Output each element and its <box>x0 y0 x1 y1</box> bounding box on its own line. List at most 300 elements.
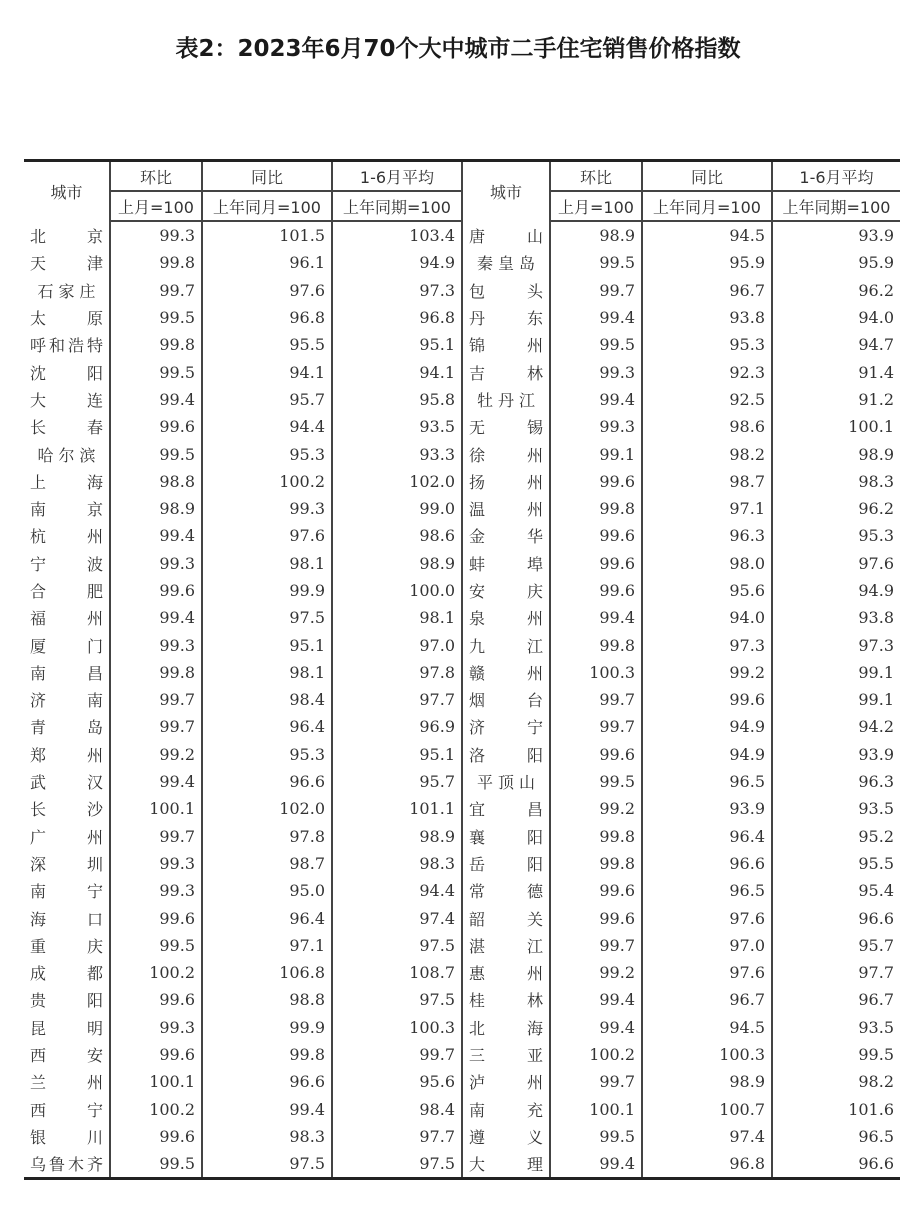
mom-value: 99.4 <box>550 604 642 631</box>
mom-value: 99.7 <box>110 823 202 850</box>
city-name <box>462 304 550 331</box>
yoy-value: 94.5 <box>642 1014 772 1041</box>
city-name-text: 唐 山 <box>469 226 543 246</box>
table-row <box>24 604 900 631</box>
yoy-value: 95.1 <box>202 631 332 658</box>
avg-value: 98.6 <box>332 522 462 549</box>
city-name-text: 常 德 <box>469 882 543 902</box>
yoy-value: 97.6 <box>642 959 772 986</box>
yoy-value: 93.8 <box>642 304 772 331</box>
mom-base-label-2: 上月=100 <box>550 191 642 221</box>
mom-value: 100.1 <box>550 1096 642 1123</box>
yoy-value: 97.6 <box>202 522 332 549</box>
city-name <box>462 358 550 385</box>
yoy-value: 96.5 <box>642 877 772 904</box>
yoy-value: 96.6 <box>202 1068 332 1095</box>
table-row <box>24 959 900 986</box>
city-name-text: 赣 州 <box>469 663 543 683</box>
mom-value: 99.5 <box>110 1150 202 1179</box>
city-name-text: 大 连 <box>30 390 103 410</box>
yoy-value: 101.5 <box>202 221 332 249</box>
city-name-text: 兰 州 <box>30 1073 103 1093</box>
mom-value: 99.8 <box>110 331 202 358</box>
avg-value: 100.1 <box>772 413 900 440</box>
avg-column-header: 1-6月平均 <box>332 161 462 192</box>
avg-value: 97.3 <box>772 631 900 658</box>
city-name <box>462 1123 550 1150</box>
avg-value: 94.2 <box>772 713 900 740</box>
city-name-text: 上 海 <box>30 472 103 492</box>
city-name <box>24 686 110 713</box>
table-row <box>24 741 900 768</box>
city-name <box>462 495 550 522</box>
mom-value: 99.2 <box>550 959 642 986</box>
table-row <box>24 386 900 413</box>
yoy-value: 99.4 <box>202 1096 332 1123</box>
mom-value: 99.6 <box>550 877 642 904</box>
avg-base-label: 上年同期=100 <box>332 191 462 221</box>
city-name <box>462 331 550 358</box>
avg-value: 99.5 <box>772 1041 900 1068</box>
mom-value: 99.5 <box>550 768 642 795</box>
city-name <box>462 604 550 631</box>
mom-value: 99.8 <box>550 631 642 658</box>
city-name <box>24 631 110 658</box>
yoy-value: 96.4 <box>202 904 332 931</box>
avg-value: 93.5 <box>332 413 462 440</box>
avg-value: 98.3 <box>772 468 900 495</box>
yoy-value: 98.3 <box>202 1123 332 1150</box>
avg-value: 98.9 <box>332 550 462 577</box>
city-name <box>24 468 110 495</box>
avg-value: 96.8 <box>332 304 462 331</box>
yoy-value: 98.4 <box>202 686 332 713</box>
yoy-value: 97.1 <box>202 932 332 959</box>
yoy-value: 96.1 <box>202 249 332 276</box>
mom-value: 99.5 <box>110 932 202 959</box>
city-name <box>24 1150 110 1179</box>
avg-value: 97.7 <box>332 686 462 713</box>
table-row <box>24 1150 900 1179</box>
city-name <box>24 495 110 522</box>
yoy-value: 106.8 <box>202 959 332 986</box>
city-name-text: 安 庆 <box>469 582 543 601</box>
avg-value: 98.2 <box>772 1068 900 1095</box>
mom-value: 98.9 <box>550 221 642 249</box>
city-name <box>24 823 110 850</box>
city-name <box>462 850 550 877</box>
city-name <box>24 304 110 331</box>
avg-value: 103.4 <box>332 221 462 249</box>
city-name-text: 泉 州 <box>469 609 543 629</box>
yoy-value: 96.7 <box>642 277 772 304</box>
mom-value: 99.8 <box>550 823 642 850</box>
avg-value: 96.2 <box>772 277 900 304</box>
table-row <box>24 768 900 795</box>
city-name <box>24 1041 110 1068</box>
avg-value: 97.5 <box>332 1150 462 1179</box>
yoy-value: 98.7 <box>202 850 332 877</box>
city-name <box>462 468 550 495</box>
city-name-text: 海 口 <box>30 909 103 929</box>
yoy-value: 96.6 <box>642 850 772 877</box>
city-name <box>24 249 110 276</box>
mom-value: 99.6 <box>110 413 202 440</box>
table-row <box>24 277 900 304</box>
city-name <box>462 768 550 795</box>
city-name <box>24 1096 110 1123</box>
yoy-value: 96.8 <box>642 1150 772 1179</box>
mom-value: 99.5 <box>550 331 642 358</box>
city-name <box>24 358 110 385</box>
city-name <box>24 331 110 358</box>
table-row <box>24 877 900 904</box>
yoy-value: 99.8 <box>202 1041 332 1068</box>
mom-value: 99.3 <box>550 413 642 440</box>
yoy-value: 99.2 <box>642 659 772 686</box>
city-name-text: 大 理 <box>469 1155 543 1175</box>
yoy-value: 96.3 <box>642 522 772 549</box>
table-row <box>24 823 900 850</box>
mom-value: 99.6 <box>550 550 642 577</box>
table-row <box>24 495 900 522</box>
city-name-text: 济 宁 <box>469 718 543 738</box>
city-name-text: 青 岛 <box>30 718 103 738</box>
mom-value: 99.5 <box>110 304 202 331</box>
avg-value: 102.0 <box>332 468 462 495</box>
city-name-text: 惠 州 <box>469 964 543 984</box>
mom-value: 99.6 <box>110 904 202 931</box>
yoy-value: 94.9 <box>642 713 772 740</box>
table-row <box>24 932 900 959</box>
mom-value: 99.6 <box>110 577 202 604</box>
mom-value: 99.3 <box>110 631 202 658</box>
yoy-value: 97.6 <box>202 277 332 304</box>
yoy-value: 96.4 <box>642 823 772 850</box>
mom-value: 98.8 <box>110 468 202 495</box>
city-name-text: 银 川 <box>30 1127 103 1147</box>
mom-value: 99.7 <box>550 713 642 740</box>
city-name <box>462 1014 550 1041</box>
avg-base-label-2: 上年同期=100 <box>772 191 900 221</box>
yoy-value: 96.6 <box>202 768 332 795</box>
avg-value: 99.7 <box>332 1041 462 1068</box>
avg-value: 100.3 <box>332 1014 462 1041</box>
avg-value: 108.7 <box>332 959 462 986</box>
city-name <box>462 959 550 986</box>
mom-value: 99.6 <box>110 1123 202 1150</box>
city-name <box>24 550 110 577</box>
avg-value: 98.9 <box>332 823 462 850</box>
mom-value: 99.6 <box>110 1041 202 1068</box>
city-name-text: 宜 昌 <box>469 800 543 820</box>
table-row <box>24 577 900 604</box>
avg-value: 97.7 <box>332 1123 462 1150</box>
city-name-text: 福 州 <box>30 609 103 629</box>
yoy-value: 96.8 <box>202 304 332 331</box>
mom-value: 100.2 <box>110 1096 202 1123</box>
city-name-text: 南 京 <box>30 500 103 520</box>
yoy-column-header-2: 同比 <box>642 161 772 192</box>
city-name <box>24 768 110 795</box>
city-name-text: 韶 关 <box>469 909 543 929</box>
city-name <box>24 440 110 467</box>
avg-value: 95.2 <box>772 823 900 850</box>
city-name-text: 锦 州 <box>469 336 543 356</box>
mom-value: 99.3 <box>110 1014 202 1041</box>
mom-value: 99.4 <box>110 386 202 413</box>
yoy-value: 95.3 <box>202 741 332 768</box>
city-name <box>462 904 550 931</box>
city-name-text: 丹 东 <box>469 309 543 329</box>
city-name <box>462 713 550 740</box>
mom-value: 99.8 <box>550 850 642 877</box>
avg-value: 93.8 <box>772 604 900 631</box>
city-name <box>462 413 550 440</box>
mom-value: 99.7 <box>110 277 202 304</box>
yoy-value: 96.4 <box>202 713 332 740</box>
city-name-text: 北 海 <box>469 1018 543 1038</box>
city-name-text: 洛 阳 <box>469 745 543 765</box>
yoy-value: 99.9 <box>202 577 332 604</box>
yoy-value: 97.1 <box>642 495 772 522</box>
mom-value: 99.5 <box>110 358 202 385</box>
yoy-value: 93.9 <box>642 795 772 822</box>
city-name-text: 遵 义 <box>469 1127 543 1147</box>
mom-value: 99.6 <box>550 522 642 549</box>
avg-value: 97.5 <box>332 986 462 1013</box>
avg-value: 99.1 <box>772 686 900 713</box>
table-row <box>24 413 900 440</box>
avg-value: 95.6 <box>332 1068 462 1095</box>
avg-value: 97.6 <box>772 550 900 577</box>
city-name-text: 昆 明 <box>30 1018 103 1038</box>
avg-value: 99.0 <box>332 495 462 522</box>
city-name-text: 无 锡 <box>469 418 543 438</box>
city-name-text: 杭 州 <box>30 527 103 547</box>
avg-value: 91.2 <box>772 386 900 413</box>
avg-value: 95.5 <box>772 850 900 877</box>
avg-value: 96.6 <box>772 904 900 931</box>
city-name-text: 厦 门 <box>30 636 103 656</box>
yoy-value: 97.5 <box>202 1150 332 1179</box>
mom-value: 99.1 <box>550 440 642 467</box>
mom-value: 99.4 <box>550 386 642 413</box>
table-row <box>24 522 900 549</box>
city-name-text: 吉 林 <box>469 363 543 383</box>
city-name <box>24 713 110 740</box>
city-name <box>24 959 110 986</box>
city-name-text: 平 顶 山 <box>476 773 536 793</box>
city-name-text: 泸 州 <box>469 1073 543 1093</box>
avg-value: 94.0 <box>772 304 900 331</box>
mom-value: 99.4 <box>550 304 642 331</box>
avg-value: 97.8 <box>332 659 462 686</box>
city-name <box>24 221 110 249</box>
yoy-value: 92.3 <box>642 358 772 385</box>
city-name <box>462 1068 550 1095</box>
table-row <box>24 659 900 686</box>
avg-value: 96.6 <box>772 1150 900 1179</box>
avg-value: 96.2 <box>772 495 900 522</box>
city-name <box>24 795 110 822</box>
table-row <box>24 795 900 822</box>
city-name-text: 秦 皇 岛 <box>476 254 536 274</box>
price-index-table <box>24 159 900 1180</box>
yoy-value: 97.3 <box>642 631 772 658</box>
yoy-value: 98.6 <box>642 413 772 440</box>
avg-column-header-2: 1-6月平均 <box>772 161 900 192</box>
city-name-text: 北 京 <box>30 226 103 246</box>
city-name <box>24 850 110 877</box>
yoy-value: 94.1 <box>202 358 332 385</box>
yoy-value: 95.5 <box>202 331 332 358</box>
city-name <box>24 522 110 549</box>
city-name <box>24 1014 110 1041</box>
mom-value: 99.5 <box>550 249 642 276</box>
table-row <box>24 304 900 331</box>
yoy-value: 94.9 <box>642 741 772 768</box>
city-name <box>462 631 550 658</box>
city-name-text: 西 安 <box>30 1046 103 1066</box>
mom-value: 100.2 <box>110 959 202 986</box>
table-row <box>24 1014 900 1041</box>
city-name <box>462 221 550 249</box>
city-name <box>24 659 110 686</box>
city-name <box>24 577 110 604</box>
city-name <box>462 823 550 850</box>
yoy-value: 98.9 <box>642 1068 772 1095</box>
city-name-text: 贵 阳 <box>30 991 103 1011</box>
city-name <box>462 795 550 822</box>
city-name-text: 沈 阳 <box>30 363 103 383</box>
yoy-value: 98.0 <box>642 550 772 577</box>
avg-value: 95.3 <box>772 522 900 549</box>
mom-value: 99.3 <box>110 877 202 904</box>
avg-value: 94.9 <box>332 249 462 276</box>
yoy-value: 94.0 <box>642 604 772 631</box>
city-name <box>24 741 110 768</box>
avg-value: 95.7 <box>332 768 462 795</box>
city-name <box>462 877 550 904</box>
city-column-header: 城市 <box>24 161 110 222</box>
table-row <box>24 1041 900 1068</box>
city-name-text: 呼 和 浩 特 <box>30 336 103 356</box>
city-name-text: 扬 州 <box>469 472 543 492</box>
yoy-value: 97.8 <box>202 823 332 850</box>
avg-value: 98.4 <box>332 1096 462 1123</box>
yoy-base-label: 上年同月=100 <box>202 191 332 221</box>
city-name-text: 南 充 <box>469 1100 543 1120</box>
city-name <box>24 904 110 931</box>
city-name <box>462 522 550 549</box>
city-name-text: 深 圳 <box>30 854 103 874</box>
city-name <box>24 277 110 304</box>
table-row <box>24 440 900 467</box>
table-row <box>24 850 900 877</box>
avg-value: 95.8 <box>332 386 462 413</box>
yoy-value: 98.1 <box>202 550 332 577</box>
avg-value: 97.7 <box>772 959 900 986</box>
yoy-value: 97.0 <box>642 932 772 959</box>
yoy-value: 96.5 <box>642 768 772 795</box>
avg-value: 99.1 <box>772 659 900 686</box>
mom-value: 99.3 <box>110 221 202 249</box>
city-name <box>462 440 550 467</box>
yoy-value: 99.9 <box>202 1014 332 1041</box>
city-name-text: 桂 林 <box>469 991 543 1011</box>
avg-value: 93.9 <box>772 741 900 768</box>
avg-value: 96.9 <box>332 713 462 740</box>
city-name <box>462 1096 550 1123</box>
city-name <box>462 550 550 577</box>
mom-value: 100.1 <box>110 1068 202 1095</box>
mom-value: 99.8 <box>110 659 202 686</box>
city-name-text: 郑 州 <box>30 745 103 765</box>
avg-value: 97.4 <box>332 904 462 931</box>
city-name <box>462 577 550 604</box>
city-name-text: 济 南 <box>30 691 103 711</box>
yoy-value: 95.9 <box>642 249 772 276</box>
mom-value: 99.6 <box>550 741 642 768</box>
yoy-value: 98.2 <box>642 440 772 467</box>
avg-value: 96.7 <box>772 986 900 1013</box>
yoy-value: 100.2 <box>202 468 332 495</box>
avg-value: 91.4 <box>772 358 900 385</box>
city-name-text: 长 春 <box>30 418 103 438</box>
city-name <box>462 659 550 686</box>
table-row <box>24 550 900 577</box>
avg-value: 93.5 <box>772 1014 900 1041</box>
city-name-text: 襄 阳 <box>469 827 543 847</box>
mom-value: 99.7 <box>550 686 642 713</box>
mom-value: 99.7 <box>550 932 642 959</box>
avg-value: 101.1 <box>332 795 462 822</box>
city-column-header-2: 城市 <box>462 161 550 222</box>
city-name-text: 湛 江 <box>469 936 543 956</box>
city-name <box>24 932 110 959</box>
mom-value: 99.3 <box>110 850 202 877</box>
yoy-value: 95.6 <box>642 577 772 604</box>
avg-value: 97.5 <box>332 932 462 959</box>
avg-value: 94.1 <box>332 358 462 385</box>
mom-value: 99.8 <box>550 495 642 522</box>
yoy-value: 97.4 <box>642 1123 772 1150</box>
city-name <box>462 277 550 304</box>
city-name-text: 徐 州 <box>469 445 543 465</box>
yoy-value: 100.7 <box>642 1096 772 1123</box>
table-row <box>24 713 900 740</box>
header-row-1 <box>24 161 900 192</box>
city-name-text: 天 津 <box>30 254 103 274</box>
page-title: 表2：2023年6月70个大中城市二手住宅销售价格指数 <box>175 36 741 62</box>
table-row <box>24 686 900 713</box>
avg-value: 94.9 <box>772 577 900 604</box>
mom-value: 100.3 <box>550 659 642 686</box>
avg-value: 96.3 <box>772 768 900 795</box>
yoy-value: 100.3 <box>642 1041 772 1068</box>
city-name-text: 金 华 <box>469 527 543 547</box>
avg-value: 95.9 <box>772 249 900 276</box>
avg-value: 101.6 <box>772 1096 900 1123</box>
city-name-text: 西 宁 <box>30 1100 103 1120</box>
city-name <box>24 1068 110 1095</box>
city-name-text: 包 头 <box>469 281 543 301</box>
mom-value: 99.2 <box>550 795 642 822</box>
avg-value: 97.3 <box>332 277 462 304</box>
city-name-text: 成 都 <box>30 964 103 984</box>
city-name-text: 合 肥 <box>30 582 103 601</box>
